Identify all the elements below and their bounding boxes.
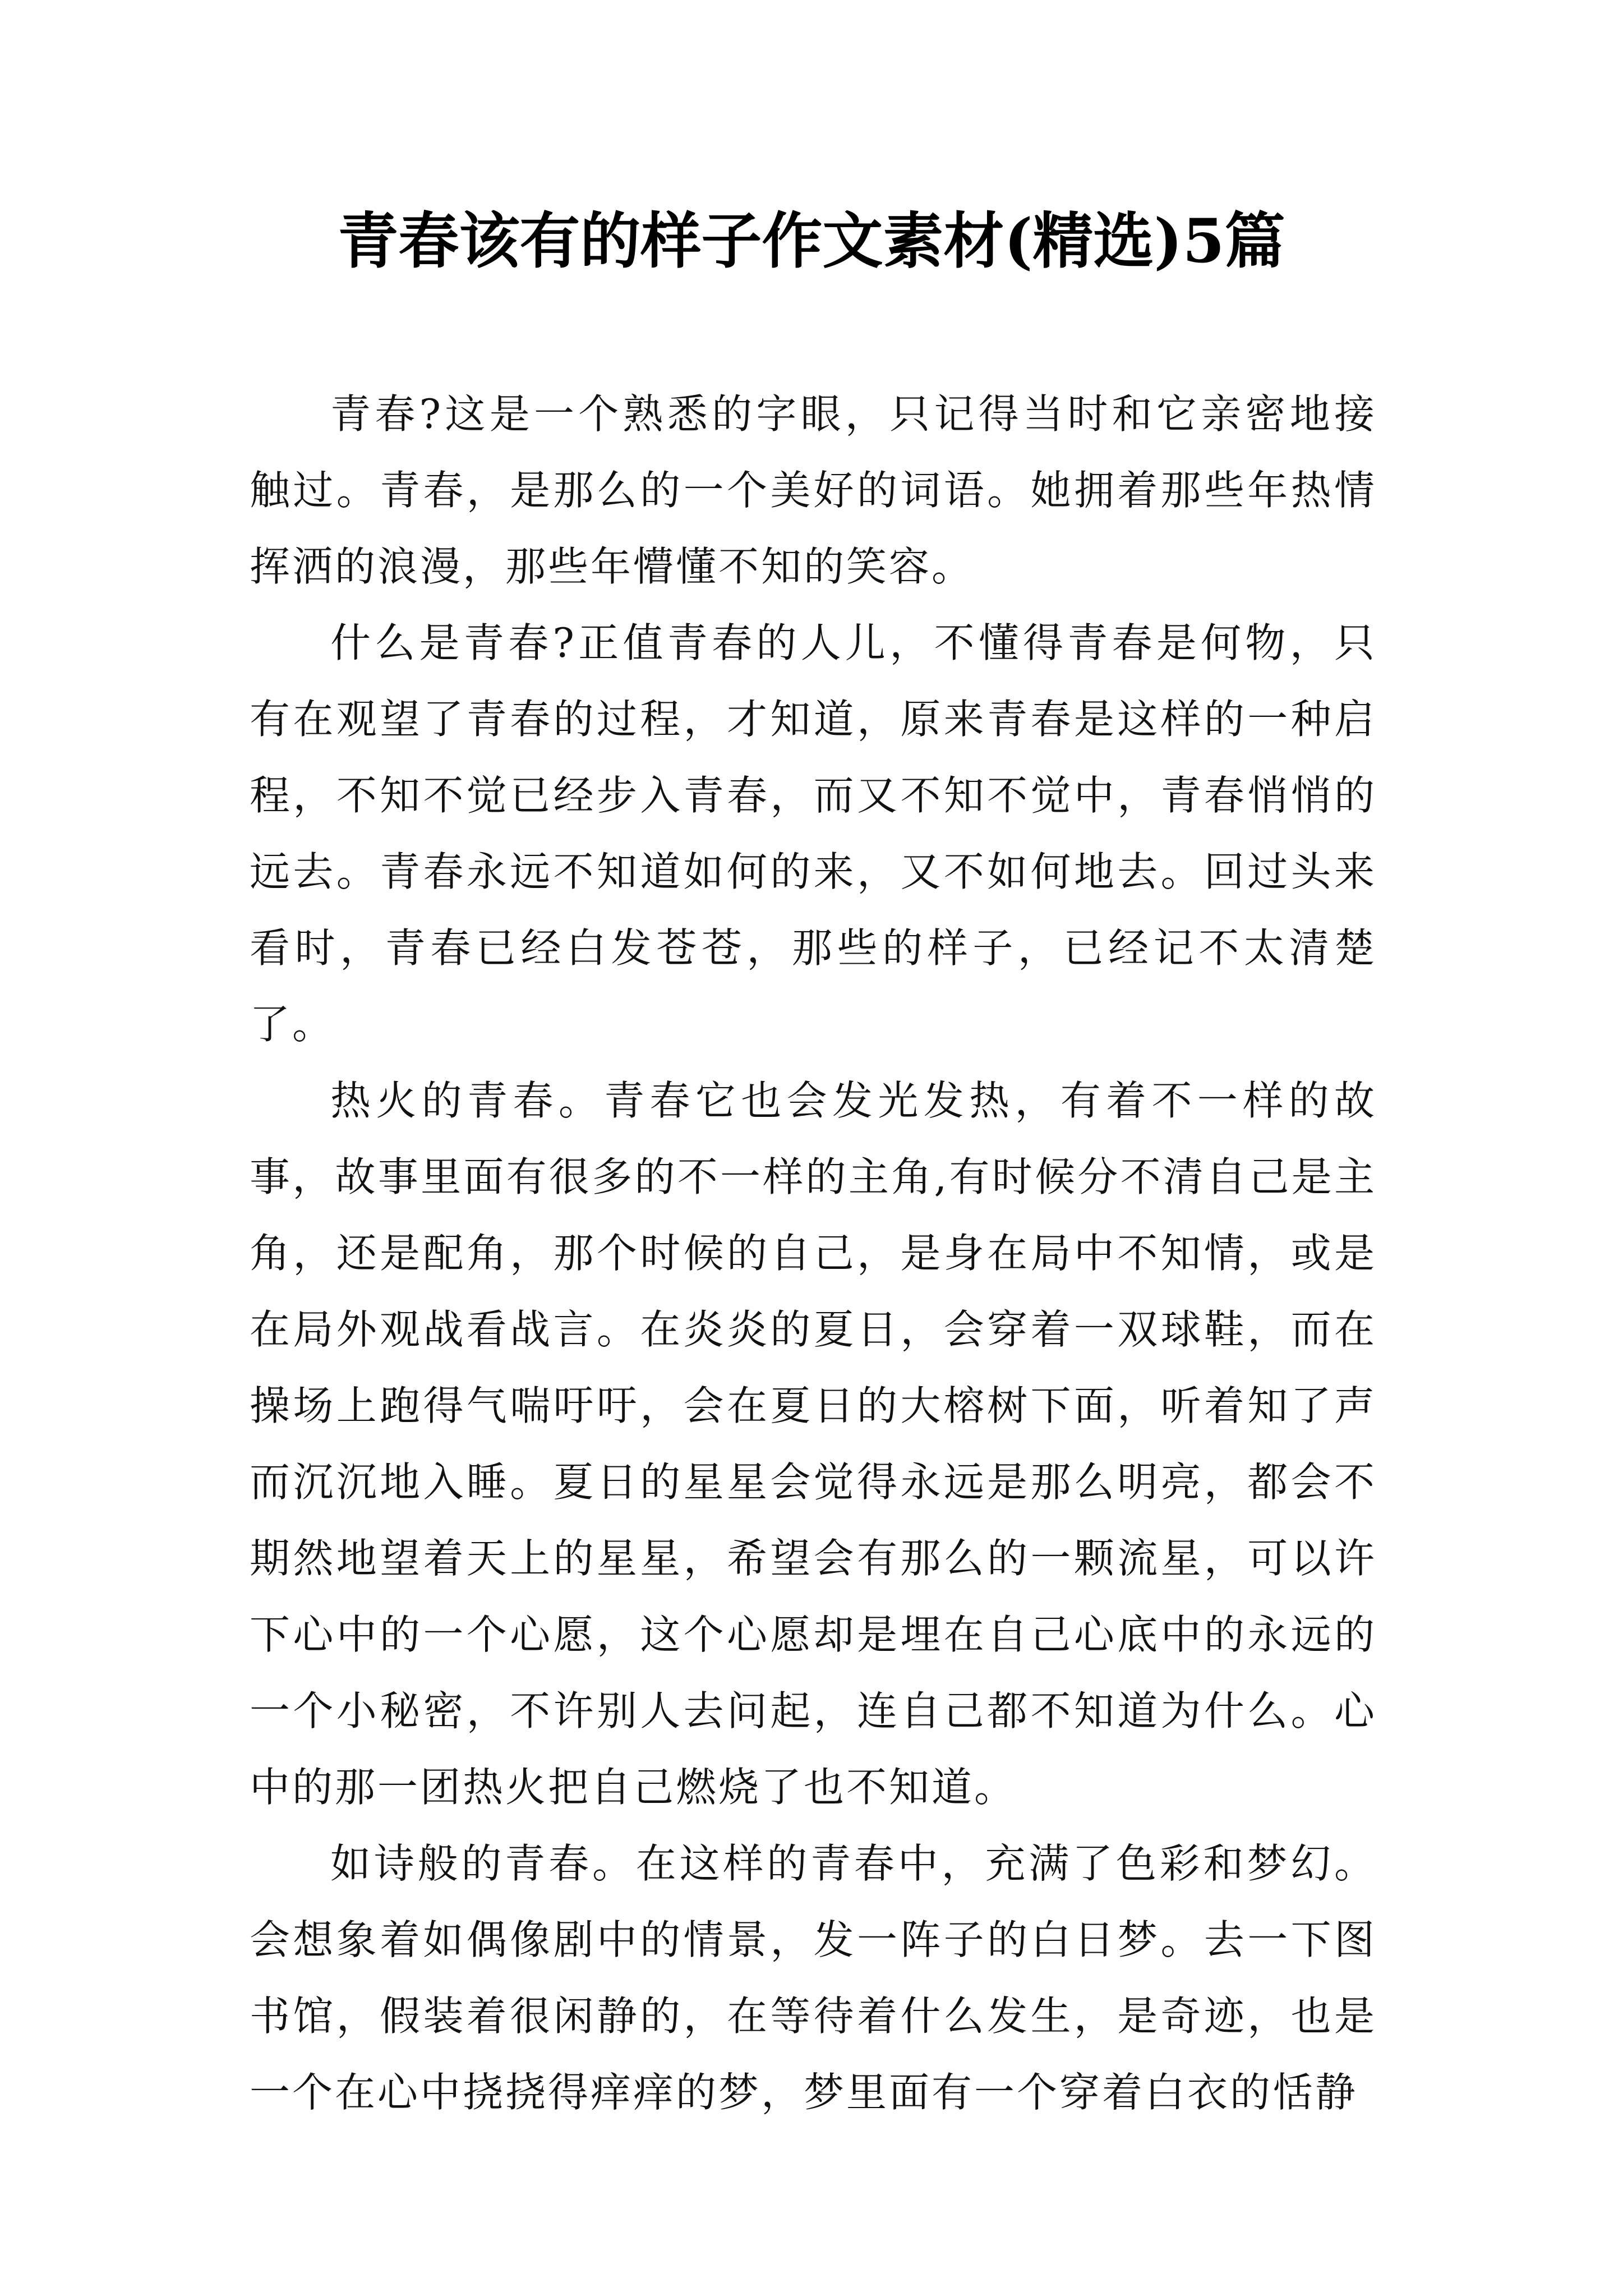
document-title: 青春该有的样子作文素材(精选)5篇 — [338, 206, 1285, 277]
paragraph-2: 什么是青春?正值青春的人儿，不懂得青春是何物，只有在观望了青春的过程，才知道，原来青春是这样的一种启程，不知不觉已经步入青春，而又不知不觉中，青春悄悄的远去。青春永远不知道如何的来，又不如何地去。回过头来看时，青春已经白发苍苍，那些的样子，已经记不太清楚了。 — [250, 619, 1377, 1048]
paragraph-1: 青春?这是一个熟悉的字眼，只记得当时和它亲密地接触过。青春，是那么的一个美好的词语。她拥着那些年热情挥洒的浪漫，那些年懵懂不知的笑容。 — [250, 390, 1377, 590]
paragraph-4: 如诗般的青春。在这样的青春中，充满了色彩和梦幻。会想象着如偶像剧中的情景，发一阵子的白日梦。去一下图书馆，假装着很闲静的，在等待着什么发生，是奇迹，也是一个在心中挠挠得痒痒的梦，梦里面有一个穿着白衣的恬静 — [250, 1840, 1377, 2116]
paragraph-3: 热火的青春。青春它也会发光发热，有着不一样的故事，故事里面有很多的不一样的主角,有时候分不清自己是主角，还是配角，那个时候的自己，是身在局中不知情，或是在局外观战看战言。在炎炎的夏日，会穿着一双球鞋，而在操场上跑得气喘吁吁，会在夏日的大榕树下面，听着知了声而沉沉地入睡。夏日的星星会觉得永远是那么明亮，都会不期然地望着天上的星星，希望会有那么的一颗流星，可以许下心中的一个心愿，这个心愿却是埋在自己心底中的永远的一个小秘密，不许别人去问起，连自己都不知道为什么。心中的那一团热火把自己燃烧了也不知道。 — [250, 1077, 1377, 1811]
document-body — [250, 376, 1377, 2131]
